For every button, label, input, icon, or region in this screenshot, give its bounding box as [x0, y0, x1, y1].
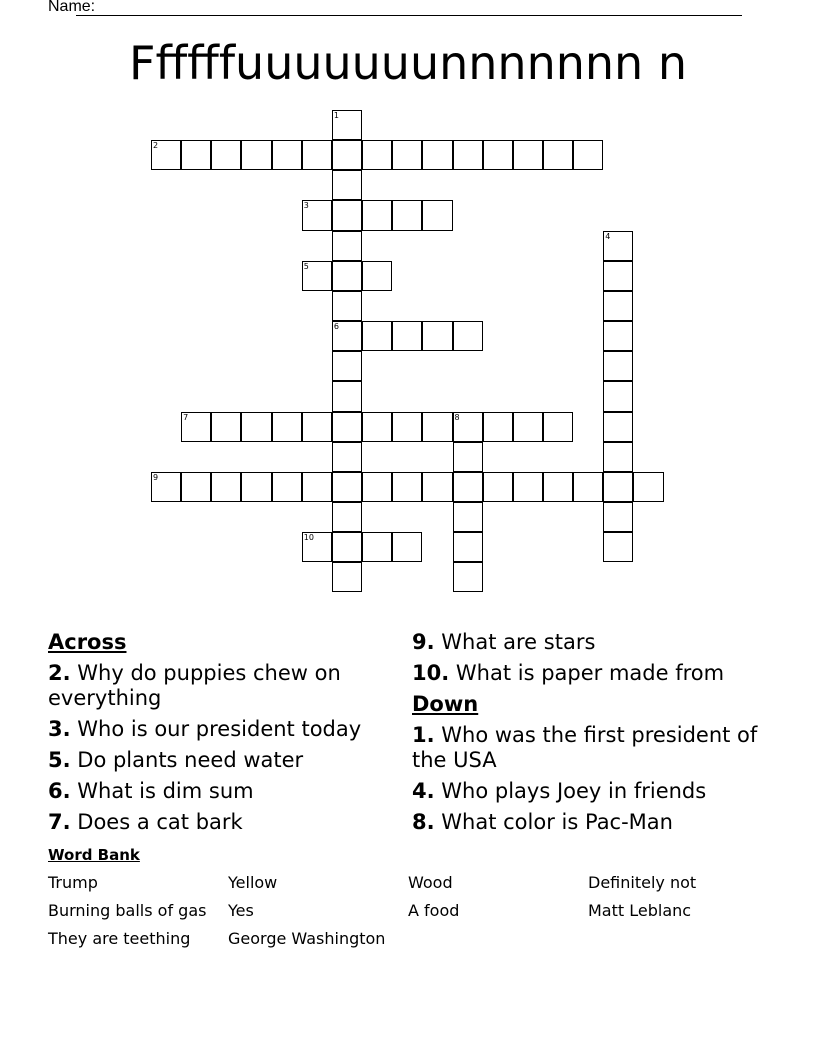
clue-number: 4	[605, 231, 611, 241]
grid-cell[interactable]	[392, 200, 422, 230]
grid-cell[interactable]	[483, 412, 513, 442]
grid-cell[interactable]	[603, 261, 633, 291]
word-bank-item: Matt Leblanc	[588, 901, 692, 920]
grid-cell[interactable]	[513, 412, 543, 442]
grid-cell[interactable]	[332, 532, 362, 562]
grid-cell[interactable]	[332, 562, 362, 592]
grid-cell[interactable]	[241, 412, 271, 442]
grid-cell[interactable]	[272, 412, 302, 442]
grid-cell[interactable]	[573, 472, 603, 502]
word-bank-item: Yellow	[228, 873, 278, 892]
clue-number: 1	[333, 111, 339, 120]
word-bank-item: Trump	[48, 873, 98, 892]
grid-cell[interactable]	[181, 140, 211, 170]
grid-cell[interactable]	[332, 261, 362, 291]
clue-number: 9.	[412, 630, 435, 654]
grid-cell[interactable]	[272, 472, 302, 502]
down-heading: Down	[412, 692, 479, 716]
grid-cell[interactable]	[362, 472, 392, 502]
clue-down	[412, 810, 772, 835]
clue-down	[412, 723, 772, 773]
grid-cell[interactable]	[302, 140, 332, 170]
grid-cell[interactable]	[332, 381, 362, 411]
grid-cell[interactable]	[543, 412, 573, 442]
clue-number: 4.	[412, 779, 435, 803]
grid-cell[interactable]	[453, 472, 483, 502]
grid-cell[interactable]	[603, 412, 633, 442]
grid-cell[interactable]	[392, 140, 422, 170]
grid-cell[interactable]	[603, 381, 633, 411]
grid-cell[interactable]	[241, 472, 271, 502]
grid-cell[interactable]	[483, 472, 513, 502]
clue-text: What is paper made from	[455, 661, 725, 685]
word-bank-item: Wood	[408, 873, 453, 892]
grid-cell[interactable]	[211, 412, 241, 442]
grid-cell[interactable]	[181, 412, 211, 442]
grid-cell[interactable]	[453, 140, 483, 170]
grid-cell[interactable]	[603, 231, 633, 261]
grid-cell[interactable]	[151, 472, 181, 502]
across-heading: Across	[48, 630, 127, 654]
grid-cell[interactable]	[422, 200, 452, 230]
grid-cell[interactable]	[422, 472, 452, 502]
grid-cell[interactable]	[362, 532, 392, 562]
grid-cell[interactable]	[332, 231, 362, 261]
clue-number: 1.	[412, 723, 435, 747]
clue-text: Do plants need water	[77, 748, 304, 772]
grid-cell[interactable]	[211, 140, 241, 170]
grid-cell[interactable]	[543, 140, 573, 170]
grid-cell[interactable]	[422, 321, 452, 351]
clue-across	[48, 748, 408, 773]
clue-number: 8	[454, 412, 460, 422]
clue-across	[48, 779, 408, 804]
grid-cell[interactable]	[453, 412, 483, 442]
word-bank-item: Definitely not	[588, 873, 697, 892]
clue-number: 5.	[48, 748, 71, 772]
clue-number: 6.	[48, 779, 71, 803]
clue-text: Who was the first president of the USA	[412, 723, 758, 772]
clue-down	[412, 779, 772, 804]
grid-cell[interactable]	[362, 200, 392, 230]
grid-cell[interactable]	[332, 442, 362, 472]
word-bank-item: A food	[408, 901, 460, 920]
grid-cell[interactable]	[392, 472, 422, 502]
clue-number: 10.	[412, 661, 450, 685]
clue-number: 2	[153, 141, 159, 151]
grid-cell[interactable]	[332, 351, 362, 381]
grid-cell[interactable]	[453, 321, 483, 351]
grid-cell[interactable]	[392, 532, 422, 562]
grid-cell[interactable]	[453, 562, 483, 592]
word-bank-item: They are teething	[48, 929, 191, 948]
grid-cell[interactable]	[332, 170, 362, 200]
clue-number: 7.	[48, 810, 71, 834]
grid-cell[interactable]	[453, 502, 483, 532]
grid-cell[interactable]	[332, 140, 362, 170]
name-label: Name:	[48, 0, 96, 15]
grid-cell[interactable]	[513, 140, 543, 170]
grid-cell[interactable]	[302, 412, 332, 442]
grid-cell[interactable]	[302, 200, 332, 230]
clue-text: Who is our president today	[77, 717, 362, 741]
clue-number: 10	[303, 533, 314, 543]
clue-number: 3	[303, 201, 309, 211]
clue-text: What color is Pac-Man	[441, 810, 673, 834]
grid-cell[interactable]	[151, 140, 181, 170]
grid-cell[interactable]	[332, 291, 362, 321]
clue-text: Does a cat bark	[77, 810, 243, 834]
clue-number: 8.	[412, 810, 435, 834]
clue-text: What are stars	[441, 630, 596, 654]
grid-cell[interactable]	[603, 532, 633, 562]
grid-cell[interactable]	[422, 140, 452, 170]
grid-cell[interactable]	[453, 442, 483, 472]
word-bank-item: George Washington	[228, 929, 386, 948]
grid-cell[interactable]	[362, 412, 392, 442]
grid-cell[interactable]	[603, 321, 633, 351]
word-bank-item: Burning balls of gas	[48, 901, 207, 920]
grid-cell[interactable]	[422, 412, 452, 442]
grid-cell[interactable]	[483, 140, 513, 170]
grid-cell[interactable]	[302, 532, 332, 562]
grid-cell[interactable]	[181, 472, 211, 502]
grid-cell[interactable]	[603, 472, 633, 502]
grid-cell[interactable]	[302, 472, 332, 502]
grid-cell[interactable]	[362, 321, 392, 351]
clue-number: 9	[153, 472, 159, 482]
clue-number: 2.	[48, 661, 71, 685]
grid-cell[interactable]	[603, 502, 633, 532]
grid-cell[interactable]	[332, 472, 362, 502]
word-bank-item: Yes	[228, 901, 254, 920]
grid-cell[interactable]	[332, 321, 362, 351]
grid-cell[interactable]	[513, 472, 543, 502]
clue-across	[412, 661, 772, 686]
grid-cell[interactable]	[633, 472, 663, 502]
clue-number: 3.	[48, 717, 71, 741]
grid-cell[interactable]	[362, 140, 392, 170]
clue-number: 6	[333, 322, 339, 332]
name-input-line[interactable]	[76, 15, 742, 16]
grid-cell[interactable]	[272, 140, 302, 170]
grid-cell[interactable]	[332, 200, 362, 230]
grid-cell[interactable]	[392, 321, 422, 351]
page-title: Ffffffuuuuuuunnnnnnn n	[129, 36, 687, 90]
grid-cell[interactable]	[453, 532, 483, 562]
clue-text: Who plays Joey in friends	[441, 779, 707, 803]
grid-cell[interactable]	[332, 502, 362, 532]
grid-cell[interactable]	[241, 140, 271, 170]
grid-cell[interactable]	[362, 261, 392, 291]
grid-cell[interactable]	[332, 110, 362, 140]
clue-across	[48, 717, 408, 742]
grid-cell[interactable]	[543, 472, 573, 502]
clue-text: What is dim sum	[77, 779, 254, 803]
clue-text: Why do puppies chew on everything	[48, 661, 341, 710]
clue-across	[412, 630, 772, 655]
grid-cell[interactable]	[603, 291, 633, 321]
clue-across	[48, 810, 408, 835]
grid-cell[interactable]	[332, 412, 362, 442]
grid-cell[interactable]	[392, 412, 422, 442]
grid-cell[interactable]	[302, 261, 332, 291]
grid-cell[interactable]	[603, 351, 633, 381]
clue-number: 7	[183, 412, 189, 422]
clue-across	[48, 661, 408, 711]
grid-cell[interactable]	[211, 472, 241, 502]
clue-number: 5	[303, 261, 309, 271]
grid-cell[interactable]	[573, 140, 603, 170]
word-bank-title: Word Bank	[48, 846, 140, 864]
grid-cell[interactable]	[603, 442, 633, 472]
